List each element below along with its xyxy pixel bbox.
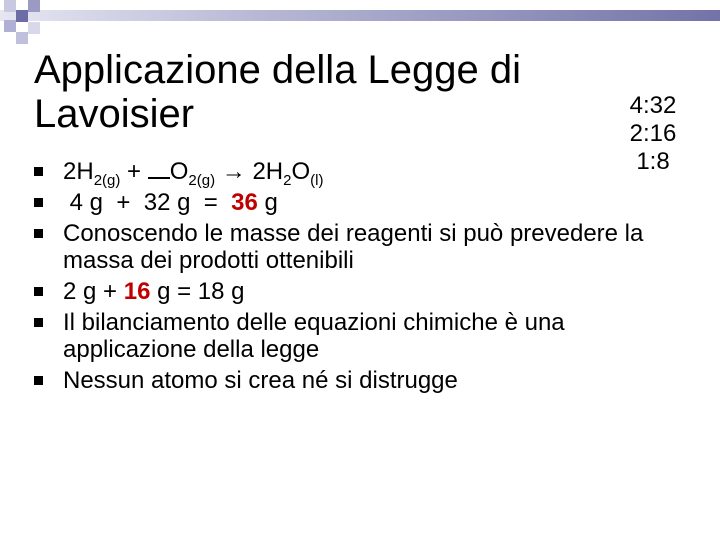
bullet-masses xyxy=(34,189,694,216)
oxygen-mass-rest: g = 18 g xyxy=(150,278,245,305)
bullet-text: Il bilanciamento delle equazioni chimiche è una applicazione della legge xyxy=(63,309,565,363)
deco-square xyxy=(16,10,28,22)
deco-square xyxy=(4,20,16,32)
ratio-2-16: 2:16 xyxy=(629,120,677,147)
eq-h2o-state: (l) xyxy=(310,172,324,189)
bullet-equation xyxy=(34,158,694,189)
masses-text: 4 g + 32 g = xyxy=(63,189,232,216)
ratio-1-8: 1:8 xyxy=(636,148,670,175)
eq-plus: + xyxy=(120,158,148,185)
eq-o2: O xyxy=(169,158,189,185)
square-bullet-icon xyxy=(34,167,43,176)
bullet-text: Nessun atomo si crea né si distrugge xyxy=(63,367,458,394)
bullet-prediction xyxy=(34,220,694,274)
eq-h2o-o: O xyxy=(291,158,311,185)
oxygen-mass-text: 2 g + xyxy=(63,278,124,305)
masses-result: 36 xyxy=(231,189,258,216)
eq-h2o-sub: 2 xyxy=(283,172,292,189)
eq-arrow: → xyxy=(215,158,253,185)
bullet-balancing xyxy=(34,309,694,363)
slide-title: Applicazione della Legge di Lavoisier xyxy=(34,48,522,136)
deco-square xyxy=(16,32,28,44)
oxygen-mass-value: 16 xyxy=(123,278,151,305)
eq-h2o-h: 2H xyxy=(252,158,284,185)
header-gradient-bar xyxy=(0,10,720,21)
square-bullet-icon xyxy=(34,229,43,238)
eq-h2-sub: 2(g) xyxy=(93,172,121,189)
bullet-oxygen-mass xyxy=(34,278,694,305)
eq-h2: 2H xyxy=(63,158,94,185)
blank-coefficient xyxy=(148,159,170,179)
square-bullet-icon xyxy=(34,287,43,296)
masses-unit: g xyxy=(257,189,278,216)
bullet-conservation xyxy=(34,367,694,394)
equation xyxy=(63,158,324,189)
ratio-4-32: 4:32 xyxy=(629,92,677,119)
bullet-text: Conoscendo le masse dei reagenti si può prevedere la massa dei prodotti ottenibili xyxy=(63,220,644,274)
bullet-list xyxy=(34,158,694,398)
deco-square xyxy=(28,0,40,12)
eq-o2-sub: 2(g) xyxy=(188,172,216,189)
square-bullet-icon xyxy=(34,376,43,385)
deco-square xyxy=(4,0,16,12)
deco-square xyxy=(28,22,40,34)
square-bullet-icon xyxy=(34,198,43,207)
square-bullet-icon xyxy=(34,318,43,327)
